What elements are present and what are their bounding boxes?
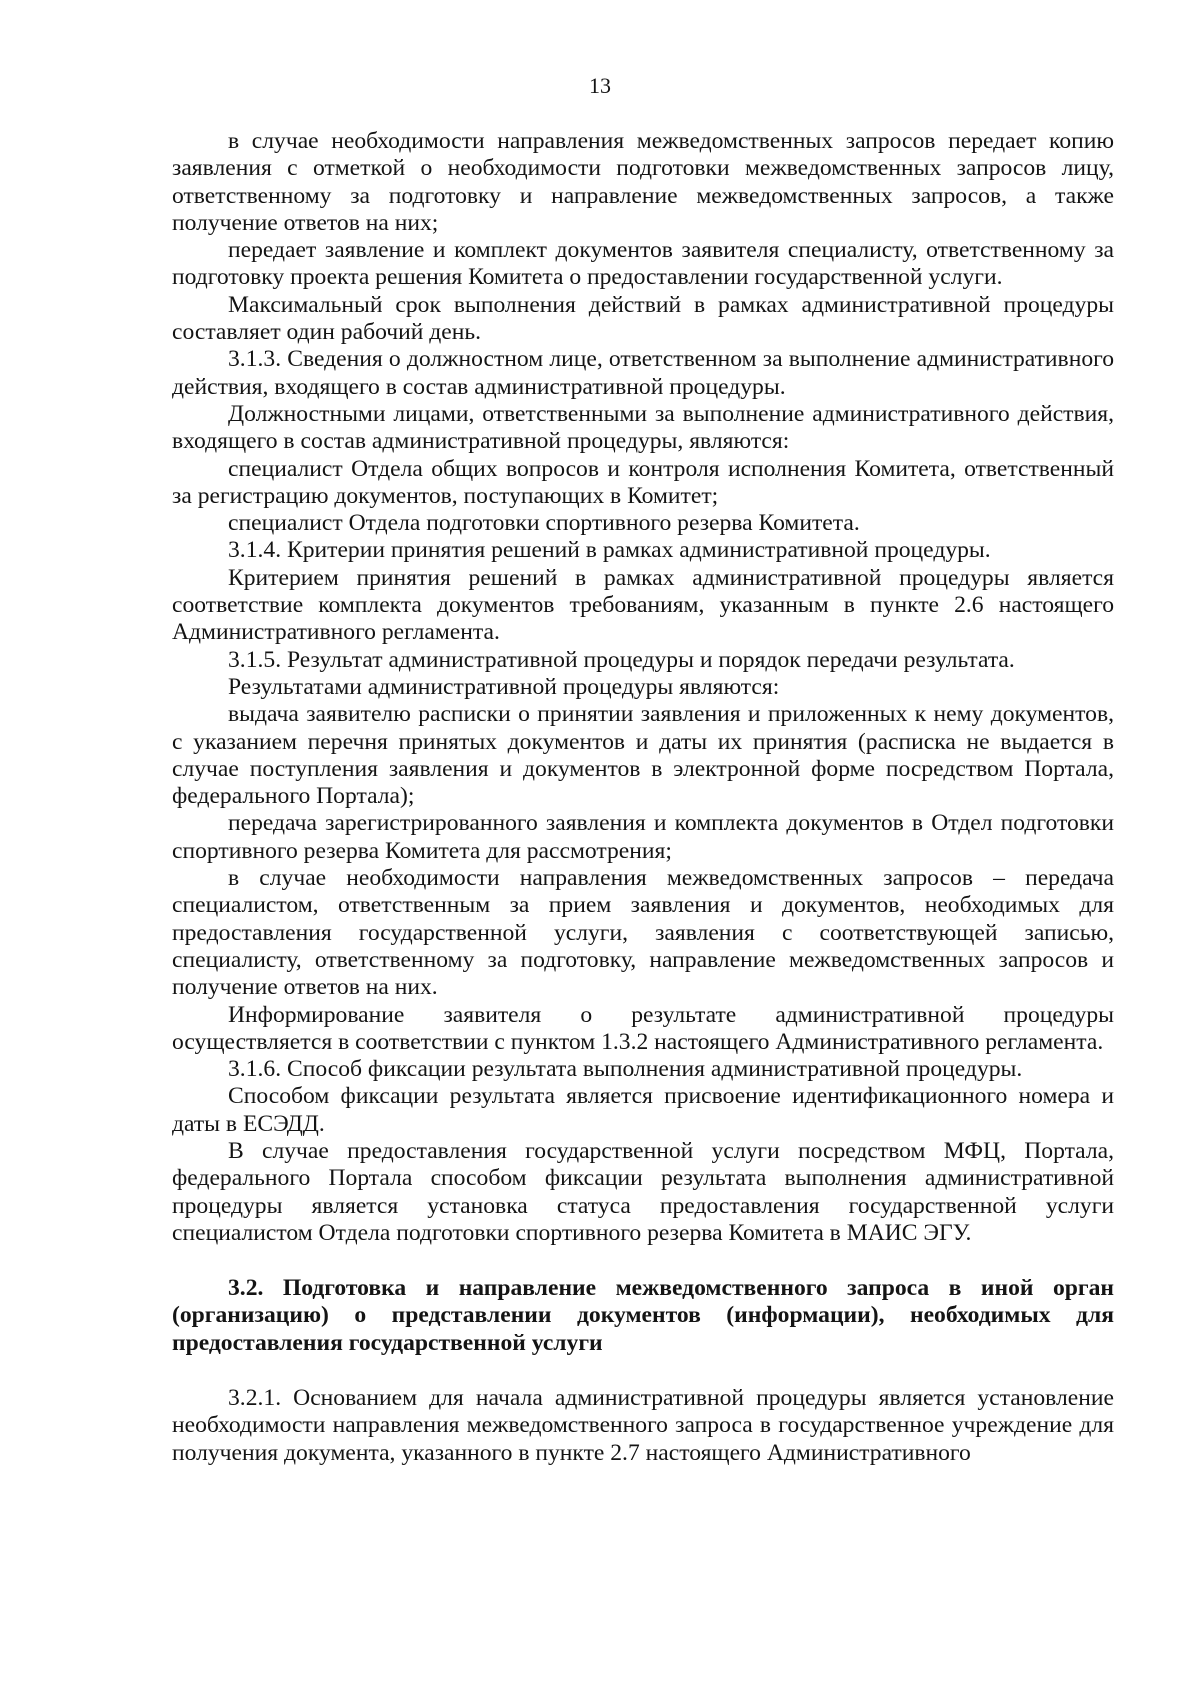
section-heading: 3.2. Подготовка и направление межведомственного запроса в иной орган (организацию) о представлении документов (информации), необходимых для предоставления государственной услуги <box>172 1275 1114 1356</box>
paragraph: передача зарегистрированного заявления и комплекта документов в Отдел подготовки спортивного резерва Комитета для рассмотрения; <box>172 810 1114 864</box>
paragraph: 3.1.6. Способ фиксации результата выполнения административной процедуры. <box>228 1056 1023 1083</box>
paragraph: 3.1.3. Сведения о должностном лице, ответственном за выполнение административного действия, входящего в состав административной процедуры. <box>172 346 1114 400</box>
document-body <box>172 128 1114 1467</box>
paragraph: Информирование заявителя о результате административной процедуры осуществляется в соответствии с пунктом 1.3.2 настоящего Административного регламента. <box>172 1001 1114 1055</box>
page-number: 13 <box>589 73 611 98</box>
paragraph: В случае предоставления государственной услуги посредством МФЦ, Портала, федерального Портала способом фиксации результата выполнения административной процедуры является установка статуса предоставления государственной услуги специалистом Отдела подготовки спортивного резерва Комитета в МАИС ЭГУ. <box>172 1137 1114 1246</box>
paragraph: 3.2.1. Основанием для начала административной процедуры является установление необходимости направления межведомственного запроса в государственное учреждение для получения документа, указанного в пункте 2.7 настоящего Административного <box>172 1385 1114 1466</box>
paragraph: Результатами административной процедуры являются: <box>228 673 780 700</box>
paragraph: в случае необходимости направления межведомственных запросов передает копию заявления с отметкой о необходимости подготовки межведомственных запросов лицу, ответственному за подготовку и направление межведомственных запросов, а также получение ответов на них; <box>172 128 1114 236</box>
paragraph: Максимальный срок выполнения действий в рамках административной процедуры составляет один рабочий день. <box>172 291 1114 346</box>
paragraph: выдача заявителю расписки о принятии заявления и приложенных к нему документов, с указанием перечня принятых документов и даты их принятия (расписка не выдается в случае поступления заявления и документов в электронной форме посредством Портала, федерального Портала); <box>172 701 1114 810</box>
paragraph: в случае необходимости направления межведомственных запросов – передача специалистом, ответственным за прием заявления и документов, необходимых для предоставления государственной услуги, заявления с соответствующей записью, специалисту, ответственному за подготовку, направление межведомственных запросов и получение ответов на них. <box>172 865 1114 1001</box>
paragraph: 3.1.5. Результат административной процедуры и порядок передачи результата. <box>228 646 1015 673</box>
paragraph: 3.1.4. Критерии принятия решений в рамках административной процедуры. <box>228 537 991 564</box>
paragraph: специалист Отдела подготовки спортивного резерва Комитета. <box>228 510 860 537</box>
paragraph: передает заявление и комплект документов заявителя специалисту, ответственному за подготовку проекта решения Комитета о предоставлении государственной услуги. <box>172 237 1114 291</box>
paragraph: Способом фиксации результата является присвоение идентификационного номера и даты в ЕСЭДД. <box>172 1083 1114 1137</box>
paragraph: Должностными лицами, ответственными за выполнение административного действия, входящего в состав административной процедуры, являются: <box>172 400 1114 455</box>
paragraph: специалист Отдела общих вопросов и контроля исполнения Комитета, ответственный за регистрацию документов, поступающих в Комитет; <box>172 455 1114 509</box>
paragraph: Критерием принятия решений в рамках административной процедуры является соответствие комплекта документов требованиям, указанным в пункте 2.6 настоящего Административного регламента. <box>172 564 1114 646</box>
